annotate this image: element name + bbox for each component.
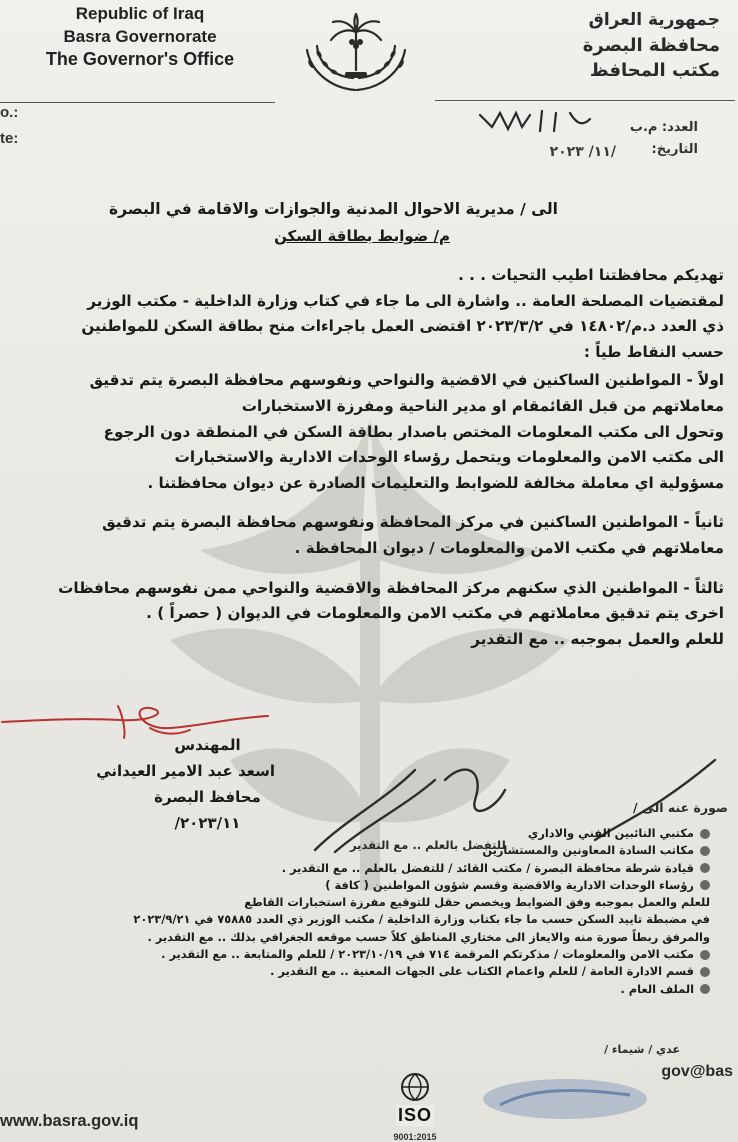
copy-to-item-continued: للعلم والعمل بموجبه وفق الضوابط ويخصص حقل للتوقيع مفرزة استخبارات القاطع — [244, 895, 710, 910]
ref-date-ar: التاريخ: — [651, 142, 698, 157]
list-bullet-icon — [700, 846, 710, 856]
copy-to-item: رؤساء الوحدات الادارية والاقضية وقسم شؤون المواطنين ( كافة ) — [0, 877, 710, 894]
copy-to-item: قيادة شرطة محافظة البصرة / مكتب القائد / للتفضل بالعلم .. مع التقدير . — [0, 860, 710, 877]
copy-to-item-continued: في مضبطة تاييد السكن حسب ما جاء بكتاب وزارة الداخلية / مكتب الوزير ذي العدد ٧٥٨٨٥ في ٢٠٢٣/٩/٢١ — [133, 912, 710, 927]
point-two-line: معاملاتهم في مكتب الامن والمعلومات / ديوان المحافظة . — [294, 538, 724, 557]
body-line: حسب النقاط طياً : — [583, 342, 724, 361]
ref-date-en: te: — [0, 130, 19, 147]
point-three-line: ثالثاً - المواطنين الذي سكنهم مركز المحافظة والاقضية والنواحي ممن نفوسهم محافظات — [58, 578, 724, 597]
closing-line: للعلم والعمل بموجبه .. مع التقدير — [471, 629, 724, 648]
point-one-line: وتحول الى مكتب المعلومات المختص باصدار بطاقة السكن في المنطقة دون الرجوع — [103, 422, 724, 441]
handwritten-reference-number — [470, 105, 670, 175]
list-bullet-icon — [700, 880, 710, 890]
point-one-line: معاملاتهم من قبل القائمقام او مدير الناحية ومفرزة الاستخبارات — [241, 396, 724, 415]
list-bullet-icon — [700, 950, 710, 960]
point-one-line: الى مكتب الامن والمعلومات ويتحمل رؤساء الوحدات الادارية والاستخبارات — [174, 448, 724, 467]
point-one-line: اولاً - المواطنين الساكنين في الاقضية والنواحي ونفوسهم محافظة البصرة يتم تدقيق — [89, 371, 724, 390]
copy-to-list — [0, 825, 710, 998]
point-one-line: مسؤولية اي معاملة مخالفة للضوابط والتعليمات الصادرة عن ديوان محافظتنا . — [147, 473, 724, 492]
copy-to-item: مكتب الامن والمعلومات / مذكرتكم المرقمة ٧١٤ في ٢٠٢٣/١٠/١٩ / للعلم والمتابعة .. مع التقدير . — [0, 946, 710, 963]
palm-tree-emblem-icon — [297, 12, 415, 96]
signatory-name: اسعد عبد الامير العيداني — [96, 762, 275, 780]
list-bullet-icon — [700, 984, 710, 994]
point-two-line: ثانياً - المواطنين الساكنين في مركز المحافظة ونفوسهم محافظة البصرة يتم تدقيق — [102, 513, 724, 532]
iso-number: 9001:2015 — [393, 1132, 437, 1142]
letter-body — [22, 263, 724, 652]
copy-to-item: مكاتب السادة المعاونين والمستشارين — [0, 842, 710, 859]
english-letterhead — [30, 2, 250, 71]
body-line: لمقتضيات المصلحة العامة .. واشارة الى ما جاء في كتاب وزارة الداخلية - مكتب الوزير — [87, 291, 724, 310]
subject-line: م/ ضوابط بطاقة السكن — [274, 227, 450, 245]
website-address: www.basra.gov.iq — [0, 1112, 139, 1130]
copy-to-side-note: للتفضل بالعلم .. مع التقدير — [350, 838, 506, 852]
typist-initials: عدي / شيماء / — [604, 1043, 680, 1056]
iso-certification-badge — [385, 1072, 445, 1142]
header-en-line1: Republic of Iraq — [75, 4, 205, 23]
arabic-letterhead — [520, 8, 720, 83]
point-three-line: اخرى يتم تدقيق معاملاتهم في مكتب الامن والمعلومات في الديوان ( حصراً ) . — [146, 604, 724, 623]
addressee-line: الى / مديرية الاحوال المدنية والجوازات والاقامة في البصرة — [108, 200, 558, 218]
header-divider-right — [435, 100, 735, 101]
header-ar-line2: محافظة البصرة — [582, 35, 720, 56]
header-divider-left — [0, 102, 275, 103]
copy-to-item-continued: والمرفق ربطاً صورة منه والايعاز الى مختاري المناطق كلاً حسب موقعه الجغرافي بذلك .. مع التقدير . — [147, 929, 710, 944]
signatory-title: المهندس — [174, 736, 241, 754]
ref-number-ar: العدد: م.ب — [629, 120, 698, 135]
header-en-line3: The Governor's Office — [45, 49, 235, 69]
ref-date-handwritten: /١١/ ٢٠٢٣ — [549, 144, 616, 160]
list-bullet-icon — [700, 863, 710, 873]
ref-number-en: o.: — [0, 104, 19, 121]
signatory-position: محافظ البصرة — [154, 788, 261, 806]
header-ar-line1: جمهورية العراق — [588, 10, 720, 30]
signature-date: ٢٠٢٣/١١/ — [174, 814, 241, 832]
email-address: gov@bas — [661, 1063, 733, 1080]
copy-to-item: الملف العام . — [0, 981, 710, 998]
body-line: ذي العدد د.م/١٤٨٠٢ في ٢٠٢٣/٣/٢ اقتضى العمل باجراءات منح بطاقة السكن للمواطنين — [81, 317, 724, 336]
iso-globe-icon — [395, 1072, 435, 1102]
list-bullet-icon — [700, 967, 710, 977]
copy-to-item: مكتبي النائبين الفني والاداري — [0, 825, 710, 842]
copy-to-label: صورة عنه الى / — [633, 800, 728, 815]
official-stamp-blue — [480, 1075, 650, 1123]
copy-to-item: قسم الادارة العامة / للعلم واعمام الكتاب على الجهات المعنية .. مع التقدير . — [0, 963, 710, 980]
iso-mark: ISO — [397, 1105, 432, 1125]
body-line: تهديكم محافظتنا اطيب التحيات . . . — [458, 266, 724, 284]
signature-block — [96, 732, 275, 836]
header-ar-line3: مكتب المحافظ — [589, 60, 720, 81]
list-bullet-icon — [700, 829, 710, 839]
header-en-line2: Basra Governorate — [63, 27, 217, 46]
